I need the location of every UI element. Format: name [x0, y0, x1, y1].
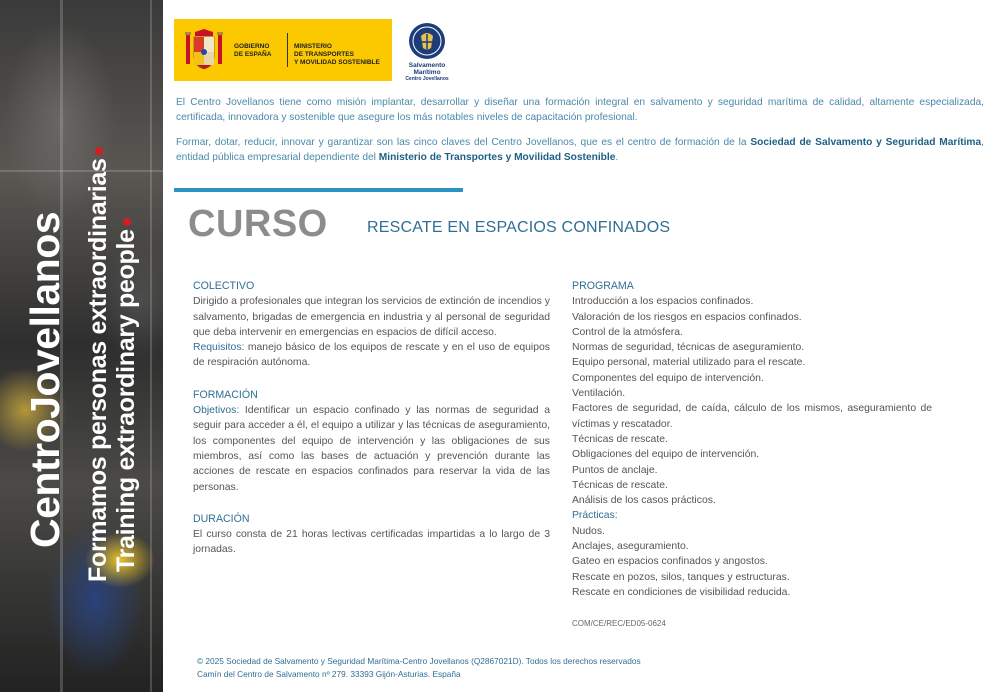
course-reference-code: COM/CE/REC/ED05-0624 — [572, 619, 666, 628]
intro-paragraph-1: El Centro Jovellanos tiene como misión implantar, desarrollar y diseñar una formación integral en salvamento y seguridad marítima de calidad, altamente especializada, certificada, innovadora y sostenible que asegure los más notables niveles de capacitación profesional. — [176, 97, 984, 123]
list-item: Técnicas de rescate. — [572, 479, 668, 491]
list-item: Normas de seguridad, técnicas de aseguramiento. — [572, 342, 805, 354]
tagline-english: Training extraordinary people — [112, 218, 141, 572]
intro-paragraph-2: Formar, dotar, reducir, innovar y garantizar son las cinco claves del Centro Jovellanos, que es el centro de formación de la Sociedad de Salvamento y Seguridad Marítima, entidad pública empresarial dependiente del Ministerio de Transportes y Movilidad Sostenible. — [176, 137, 984, 163]
list-item: Gateo en espacios confinados y angostos. — [572, 556, 768, 568]
list-item: Factores de seguridad, de caída, cálculo de los mismos, aseguramiento de víctimas y rescatador. — [572, 403, 932, 430]
list-item: Introducción a los espacios confinados. — [572, 296, 754, 308]
course-label: CURSO — [188, 203, 328, 245]
list-item: Equipo personal, material utilizado para el rescate. — [572, 357, 806, 369]
duracion-text: El curso consta de 21 horas lectivas certificadas impartidas a lo largo de 3 jornadas. — [193, 529, 550, 556]
duracion-heading: DURACIÓN — [193, 512, 250, 525]
left-column — [193, 279, 550, 558]
copyright-text: © 2025 Sociedad de Salvamento y Seguridad Marítima-Centro Jovellanos (Q2867021D). Todos los derechos reservados — [197, 656, 641, 666]
divider-rule — [174, 188, 463, 192]
ministry-label: MINISTERIO DE TRANSPORTES Y MOVILIDAD SOSTENIBLE — [294, 43, 380, 66]
salvamento-logo: Salvamento Marítimo Centro Jovellanos — [396, 22, 458, 82]
footer — [197, 655, 641, 681]
list-item: Ventilación. — [572, 388, 626, 400]
list-item: Control de la atmósfera. — [572, 326, 683, 338]
brand-vertical-text: CentroJovellanos — [22, 211, 68, 548]
formacion-heading: FORMACIÓN — [193, 388, 258, 401]
colectivo-heading: COLECTIVO — [193, 280, 255, 292]
requisitos-text: Requisitos: manejo básico de los equipos de rescate y en el uso de equipos de respiración autónoma. — [193, 342, 550, 369]
practicas-label: Prácticas: — [572, 510, 618, 522]
address-text: Camín del Centro de Salvamento nº 279. 33393 Gijón-Asturias. España — [197, 669, 461, 679]
red-dot-icon — [95, 147, 103, 155]
programa-heading: PROGRAMA — [572, 280, 634, 292]
side-photo-panel — [0, 0, 163, 692]
course-title: RESCATE EN ESPACIOS CONFINADOS — [367, 219, 671, 236]
right-column — [572, 279, 932, 600]
list-item: Técnicas de rescate. — [572, 433, 668, 445]
list-item: Análisis de los casos prácticos. — [572, 495, 716, 507]
list-item: Puntos de anclaje. — [572, 464, 658, 476]
colectivo-text: Dirigido a profesionales que integran los servicios de extinción de incendios y salvamento, brigadas de emergencia en industria y al personal de seguridad que deba intervenir en emergencias en espacios de difícil acceso. — [193, 296, 550, 338]
coat-of-arms-icon — [184, 28, 224, 72]
list-item: Componentes del equipo de intervención. — [572, 372, 764, 384]
list-item: Nudos. — [572, 525, 605, 537]
list-item: Rescate en pozos, silos, tanques y estructuras. — [572, 571, 790, 583]
tagline-spanish: Formamos personas extraordinarias — [84, 147, 113, 582]
red-dot-icon — [123, 218, 131, 226]
list-item: Anclajes, aseguramiento. — [572, 541, 689, 553]
government-logo — [174, 19, 392, 81]
salvamento-badge-icon — [408, 22, 446, 60]
list-item: Valoración de los riesgos en espacios confinados. — [572, 311, 802, 323]
list-item: Rescate en condiciones de visibilidad reducida. — [572, 586, 791, 598]
list-item: Obligaciones del equipo de intervención. — [572, 449, 760, 461]
objetivos-text: Objetivos: Identificar un espacio confinado y las normas de seguridad a seguir para acceder a él, el equipo a utilizar y las técnicas de aseguramiento, los componentes del equipo de intervención y las obligaciones de sus miembros, así como las bases de actuación y prevención durante las acciones de rescate en espacios confinados para reservar la vida de las personas. — [193, 405, 550, 493]
gov-label: GOBIERNO DE ESPAÑA — [234, 43, 272, 58]
